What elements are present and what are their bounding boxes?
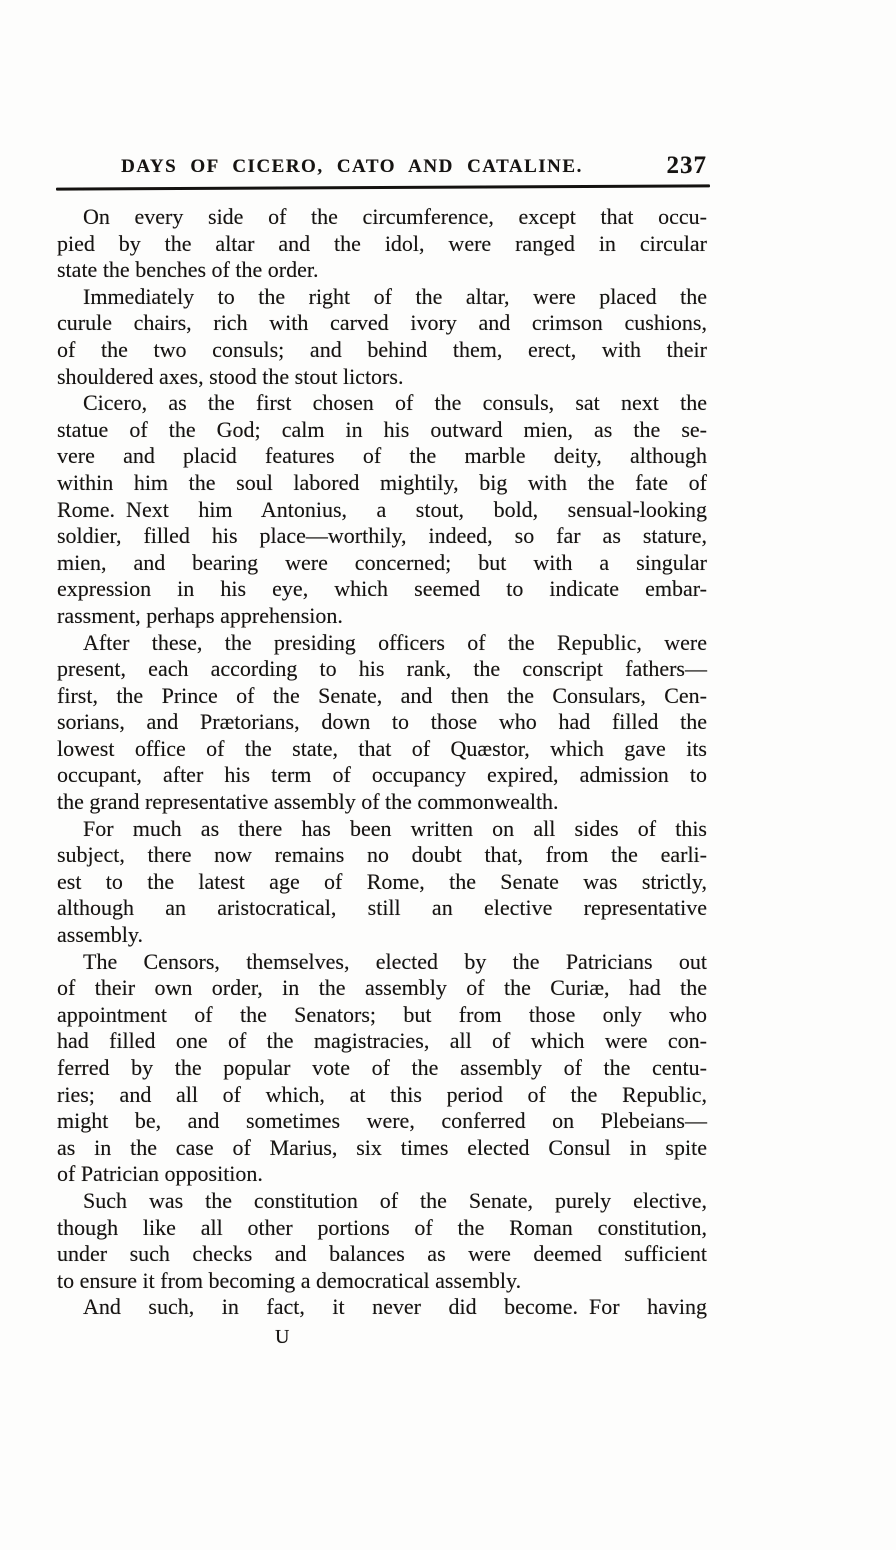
text-line: state the benches of the order. [57, 257, 319, 283]
text-line: mien, and bearing were concerned; but with a singular [57, 549, 707, 575]
text-line: under such checks and balances as were deemed sufficient [57, 1241, 707, 1267]
text-line: of Patrician opposition. [57, 1161, 263, 1187]
text-line: soldier, filled his place—worthily, indeed, so far as stature, [57, 523, 707, 549]
text-line: rassment, perhaps apprehension. [57, 602, 343, 628]
text-line: curule chairs, rich with carved ivory and crimson cushions, [57, 310, 707, 336]
text-line: shouldered axes, stood the stout lictors. [57, 363, 404, 389]
text-line: occupant, after his term of occupancy expired, admission to [57, 762, 707, 788]
header-rule-divider [56, 184, 710, 190]
text-line: to ensure it from becoming a democratical assembly. [57, 1267, 522, 1293]
page-number: 237 [666, 152, 707, 179]
text-line: as in the case of Marius, six times elected Consul in spite [57, 1134, 707, 1160]
text-line: Rome. Next him Antonius, a stout, bold, sensual-looking [57, 496, 707, 522]
text-line: expression in his eye, which seemed to indicate embar- [57, 576, 707, 602]
text-line: ferred by the popular vote of the assembly of the centu- [57, 1055, 707, 1080]
text-line: And such, in fact, it never did become. For having [83, 1294, 707, 1320]
text-line: vere and placid features of the marble deity, although [57, 443, 707, 469]
text-line: After these, the presiding officers of the Republic, were [83, 629, 707, 655]
signature-mark: U [275, 1325, 290, 1348]
text-line: pied by the altar and the idol, were ranged in circular [57, 230, 707, 256]
text-line: within him the soul labored mightily, big with the fate of [57, 469, 707, 495]
text-line: ries; and all of which, at this period of the Republic, [57, 1081, 707, 1107]
text-line: present, each according to his rank, the conscript fathers— [57, 656, 707, 682]
text-line: Immediately to the right of the altar, were placed the [83, 283, 707, 309]
text-line: first, the Prince of the Senate, and then the Consulars, Cen- [57, 682, 707, 708]
text-line: For much as there has been written on all sides of this [83, 815, 707, 841]
body-text [57, 204, 707, 1351]
text-line: might be, and sometimes were, conferred on Plebeians— [57, 1108, 707, 1134]
text-line: Such was the constitution of the Senate, purely elective, [83, 1187, 707, 1213]
text-line: The Censors, themselves, elected by the Patricians out [83, 948, 707, 974]
text-line: though like all other portions of the Roman constitution, [57, 1214, 707, 1240]
text-line: lowest office of the state, that of Quæstor, which gave its [57, 735, 707, 761]
running-title: DAYS OF CICERO, CATO AND CATALINE. [121, 156, 583, 177]
text-line: appointment of the Senators; but from those only who [57, 1001, 707, 1027]
text-line: Cicero, as the first chosen of the consuls, sat next the [83, 390, 707, 416]
text-line: of their own order, in the assembly of the Curiæ, had the [57, 975, 707, 1001]
text-line: assembly. [57, 922, 143, 948]
text-line: the grand representative assembly of the commonwealth. [57, 789, 559, 815]
text-line: subject, there now remains no doubt that, from the earli- [57, 842, 707, 868]
text-line: statue of the God; calm in his outward mien, as the se- [57, 416, 707, 442]
text-line: sorians, and Prætorians, down to those who had filled the [57, 709, 707, 735]
text-line: of the two consuls; and behind them, erect, with their [57, 336, 707, 362]
text-line: est to the latest age of Rome, the Senate was strictly, [57, 868, 707, 894]
text-line: On every side of the circumference, except that occu- [83, 204, 707, 229]
running-head [57, 152, 707, 182]
text-line: although an aristocratical, still an elective representative [57, 895, 707, 921]
text-line: had filled one of the magistracies, all of which were con- [57, 1028, 707, 1054]
